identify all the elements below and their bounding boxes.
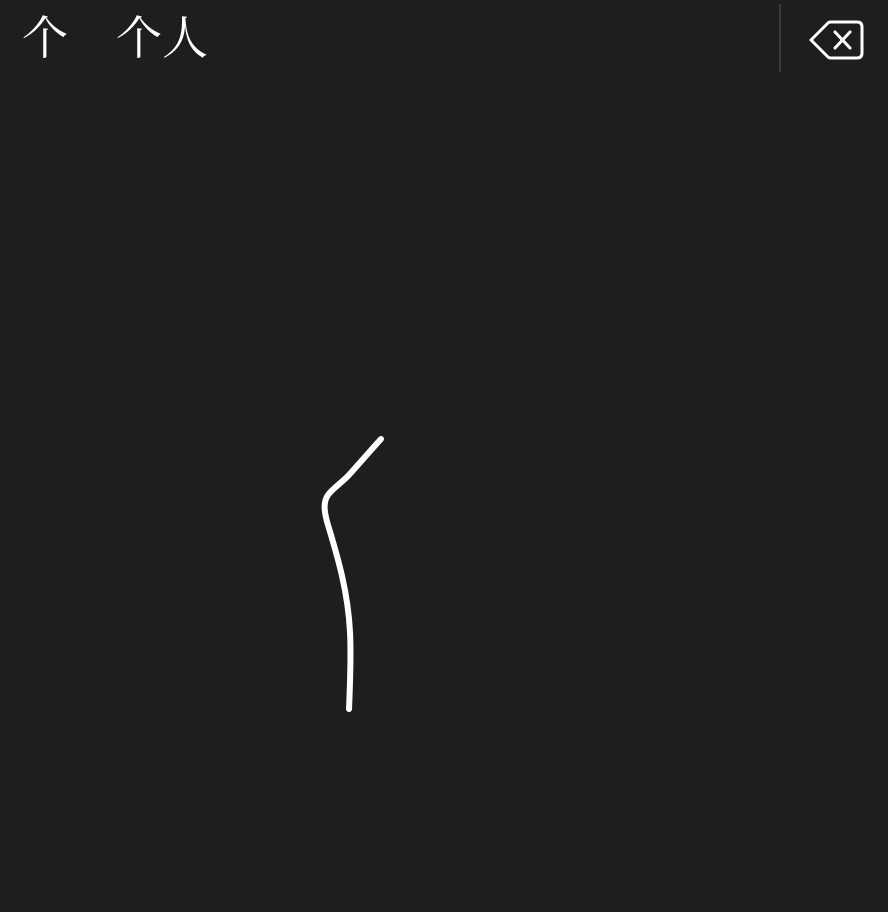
handwriting-canvas[interactable] (0, 76, 888, 912)
handwriting-stroke (325, 439, 381, 709)
delete-button[interactable] (804, 14, 868, 66)
candidate-bar (0, 0, 888, 76)
candidate-1[interactable]: 个 (22, 11, 68, 65)
candidate-2[interactable]: 个人 (116, 11, 208, 65)
divider (779, 4, 781, 72)
backspace-icon (804, 14, 868, 66)
